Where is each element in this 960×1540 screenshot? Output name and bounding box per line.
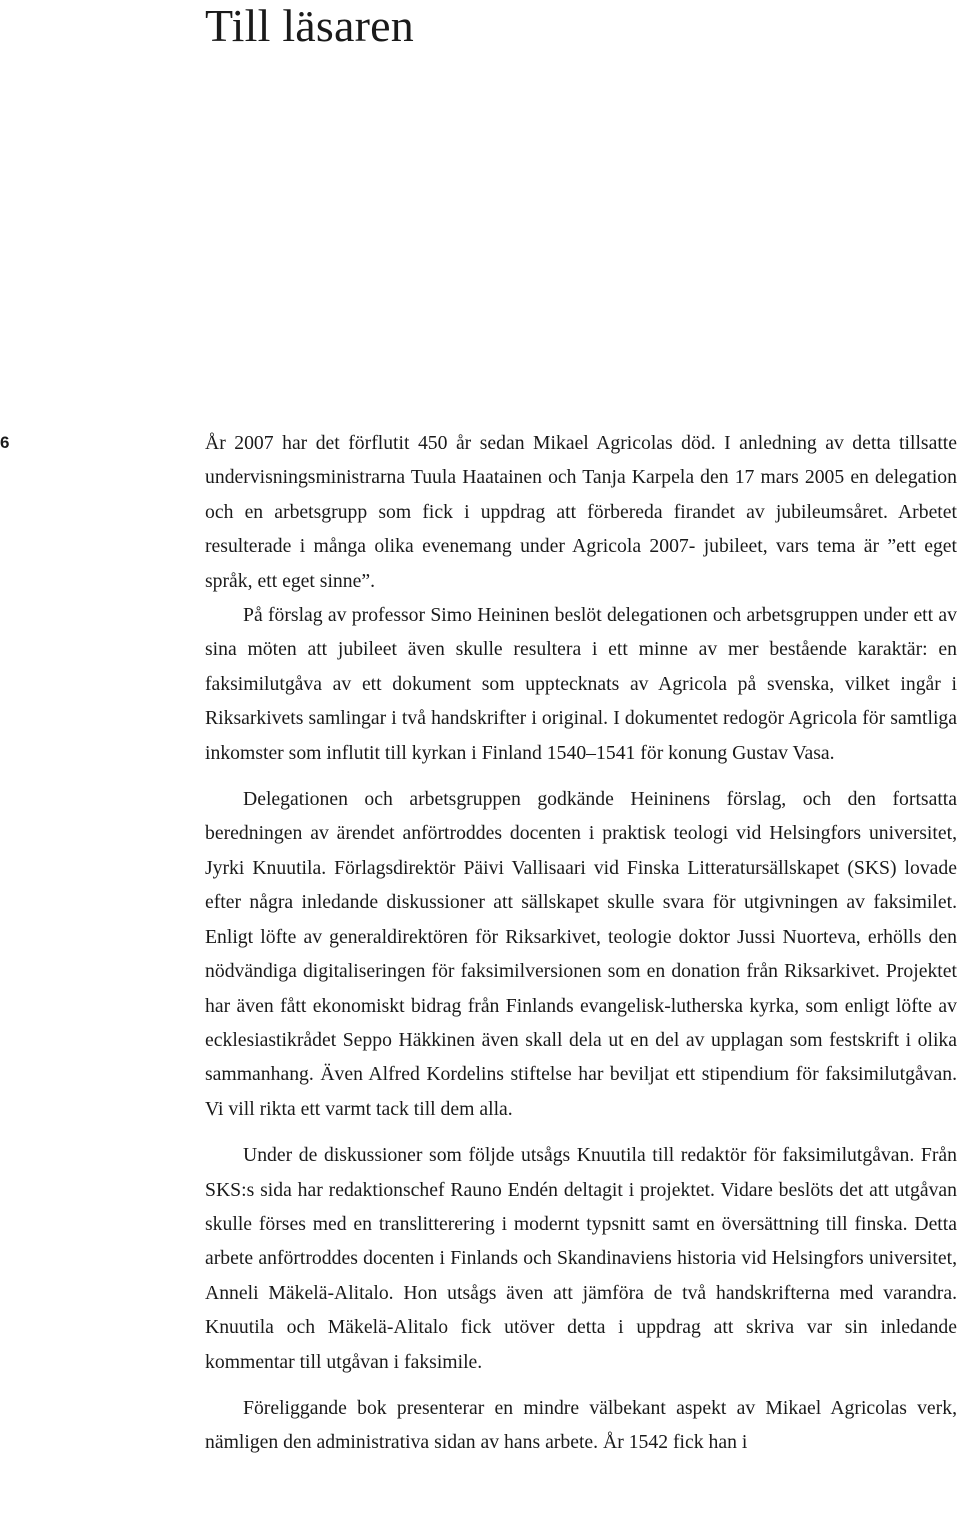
page-title: Till läsaren bbox=[205, 0, 414, 51]
paragraph-5: Föreliggande bok presenterar en mindre välbekant aspekt av Mikael Agricolas verk, nämligen den administrativa sidan av hans arbete. År 1542 fick han i bbox=[205, 1396, 957, 1454]
paragraph-1: År 2007 har det förflutit 450 år sedan Mikael Agricolas död. I anledning av detta tillsatte undervisningsministrarna Tuula Haatainen och Tanja Karpela den 17 mars 2005 en delegation och en arbetsgrupp som fick i uppdrag att förbereda firandet av jubileumsåret. Arbetet resulterade i många olika evenemang under Agricola 2007- jubileet, vars tema är ”ett eget språk, ett eget sinne”. bbox=[205, 432, 957, 592]
paragraph-4: Under de diskussioner som följde utsågs Knuutila till redaktör för faksimilutgåvan. Från SKS:s sida har redaktionschef Rauno Endén deltagit i projektet. Vidare beslöts det att utgåvan skulle förses med en translitterering i modernt typsnitt samt en översättning till finska. Detta arbete anförtroddes docenten i Finlands och Skandinaviens historia vid Helsingfors universitet, Anneli Mäkelä-Alitalo. Hon utsågs även att jämföra de två handskrifterna med varandra. Knuutila och Mäkelä-Alitalo fick utöver detta i uppdrag att skriva var sin inledande kommentar till utgåvan i faksimile. bbox=[205, 1144, 957, 1373]
paragraph-3: Delegationen och arbetsgruppen godkände Heininens förslag, och den fortsatta beredningen av ärendet anförtroddes docenten i praktisk teologi vid Helsingfors universitet, Jyrki Knuutila. Förlagsdirektör Päivi Vallisaari vid Finska Litteratursällskapet (SKS) lovade efter några inledande diskussioner att sällskapet skulle svara för utgivningen av faksimilet. Enligt löfte av generaldirektören för Riksarkivet, teologie doktor Jussi Nuorteva, erhölls den nödvändiga digitaliseringen för faksimilversionen som en donation från Riksarkivet. Projektet har även fått ekonomiskt bidrag från Finlands evangelisk-lutherska kyrka, som enligt löfte av ecklesiastikrådet Seppo Häkkinen även skall dela ut en del av upplagan som festskrift i olika sammanhang. Även Alfred Kordelins stiftelse har beviljat ett stipendium för faksimilutgåvan. Vi vill rikta ett varmt tack till dem alla. bbox=[205, 788, 957, 1120]
body-text bbox=[205, 426, 957, 1460]
page-number: 6 bbox=[0, 433, 10, 452]
paragraph-2: På förslag av professor Simo Heininen beslöt delegationen och arbetsgruppen under ett av sina möten att jubileet även skulle resultera i ett minne av mer bestående karaktär: en faksimilutgåva av ett dokument som upptecknats av Agricola på svenska, vilket ingår i Riksarkivets samlingar i två handskrifter i original. I dokumentet redogör Agricola för samtliga inkomster som influtit till kyrkan i Finland 1540–1541 för konung Gustav Vasa. bbox=[205, 604, 957, 764]
